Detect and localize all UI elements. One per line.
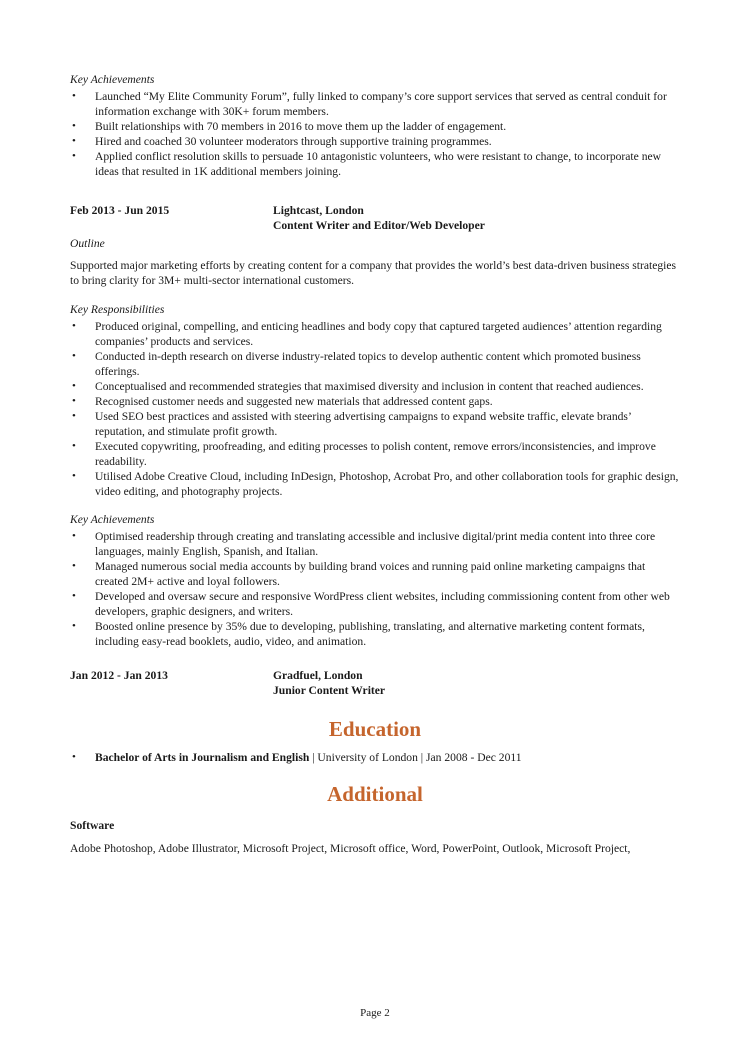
list-item: • Recognised customer needs and suggested new materials that addressed content gaps. [70,394,680,409]
job3-dates: Jan 2012 - Jan 2013 [70,669,168,682]
list-item: • Conducted in-depth research on diverse industry-related topics to develop authentic content which promoted business offerings. [70,349,680,379]
list-item: • Used SEO best practices and assisted with steering advertising campaigns to expand website traffic, elevate brands’ reputation, and stimulate profit growth. [70,409,680,439]
list-item: • Launched “My Elite Community Forum”, fully linked to company’s core support services that served as central conduit for information exchange with 30K+ forum members. [70,89,680,119]
job2-header [70,203,680,233]
resume-page [70,72,680,856]
job2-achievements-list [70,529,680,649]
job3-header [70,668,680,698]
page-number: Page 2 [360,1007,390,1019]
list-item: • Utilised Adobe Creative Cloud, including InDesign, Photoshop, Acrobat Pro, and other collaboration tools for graphic design, video editing, and photography projects. [70,469,680,499]
software-label: Software [70,819,115,832]
list-item: • Produced original, compelling, and enticing headlines and body copy that captured targeted audiences’ attention regarding companies’ products and services. [70,319,680,349]
list-item: • Managed numerous social media accounts by building brand voices and running paid online marketing campaigns that created 2M+ active and loyal followers. [70,559,680,589]
list-item: • Built relationships with 70 members in 2016 to move them up the ladder of engagement. [70,119,680,134]
job2-company: Lightcast, London [273,204,364,217]
additional-heading: Additional [327,782,423,806]
list-item: • Optimised readership through creating and translating accessible and inclusive digital/print media content into three core languages, mainly English, Spanish, and Italian. [70,529,680,559]
list-item: • Hired and coached 30 volunteer moderators through supportive training programmes. [70,134,680,149]
degree-details: | University of London | Jan 2008 - Dec 2011 [309,751,522,764]
job2-dates: Feb 2013 - Jun 2015 [70,204,170,217]
software-text: Adobe Photoshop, Adobe Illustrator, Microsoft Project, Microsoft office, Word, PowerPoint, Outlook, Microsoft Project, [70,842,631,855]
education-item [70,750,680,765]
list-item: • Conceptualised and recommended strategies that maximised diversity and inclusion in content that reached audiences. [70,379,680,394]
job3-company: Gradfuel, London [273,669,363,682]
degree-name: Bachelor of Arts in Journalism and English [95,751,310,764]
job2-responsibilities-heading: Key Responsibilities [70,303,165,316]
job2-responsibilities-list [70,319,680,499]
education-heading: Education [328,717,422,741]
job2-meta [273,203,485,233]
list-item: • Boosted online presence by 35% due to developing, publishing, translating, and alternative marketing content formats, including easy-read booklets, audio, video, and animation. [70,619,680,649]
job2-outline: Supported major marketing efforts by creating content for a company that provides the world’s best data-driven business strategies to bring clarity for 3M+ multi-sector international customers. [70,259,677,287]
job3-meta [273,668,385,698]
job3-title: Junior Content Writer [273,684,386,697]
job2-title: Content Writer and Editor/Web Developer [273,219,485,232]
job2-outline-heading: Outline [70,237,105,250]
list-item: • Executed copywriting, proofreading, and editing processes to polish content, remove errors/inconsistencies, and improve readability. [70,439,680,469]
job1-achievements-heading: Key Achievements [70,73,155,86]
list-item: • Developed and oversaw secure and responsive WordPress client websites, including commissioning content from other web developers, graphic designers, and writers. [70,589,680,619]
list-item: • Applied conflict resolution skills to persuade 10 antagonistic volunteers, who were resistant to change, to incorporate new ideas that resulted in 1K additional members joining. [70,149,680,179]
job2-achievements-heading: Key Achievements [70,513,155,526]
job1-achievements-list [70,89,680,179]
education-list [70,750,680,765]
